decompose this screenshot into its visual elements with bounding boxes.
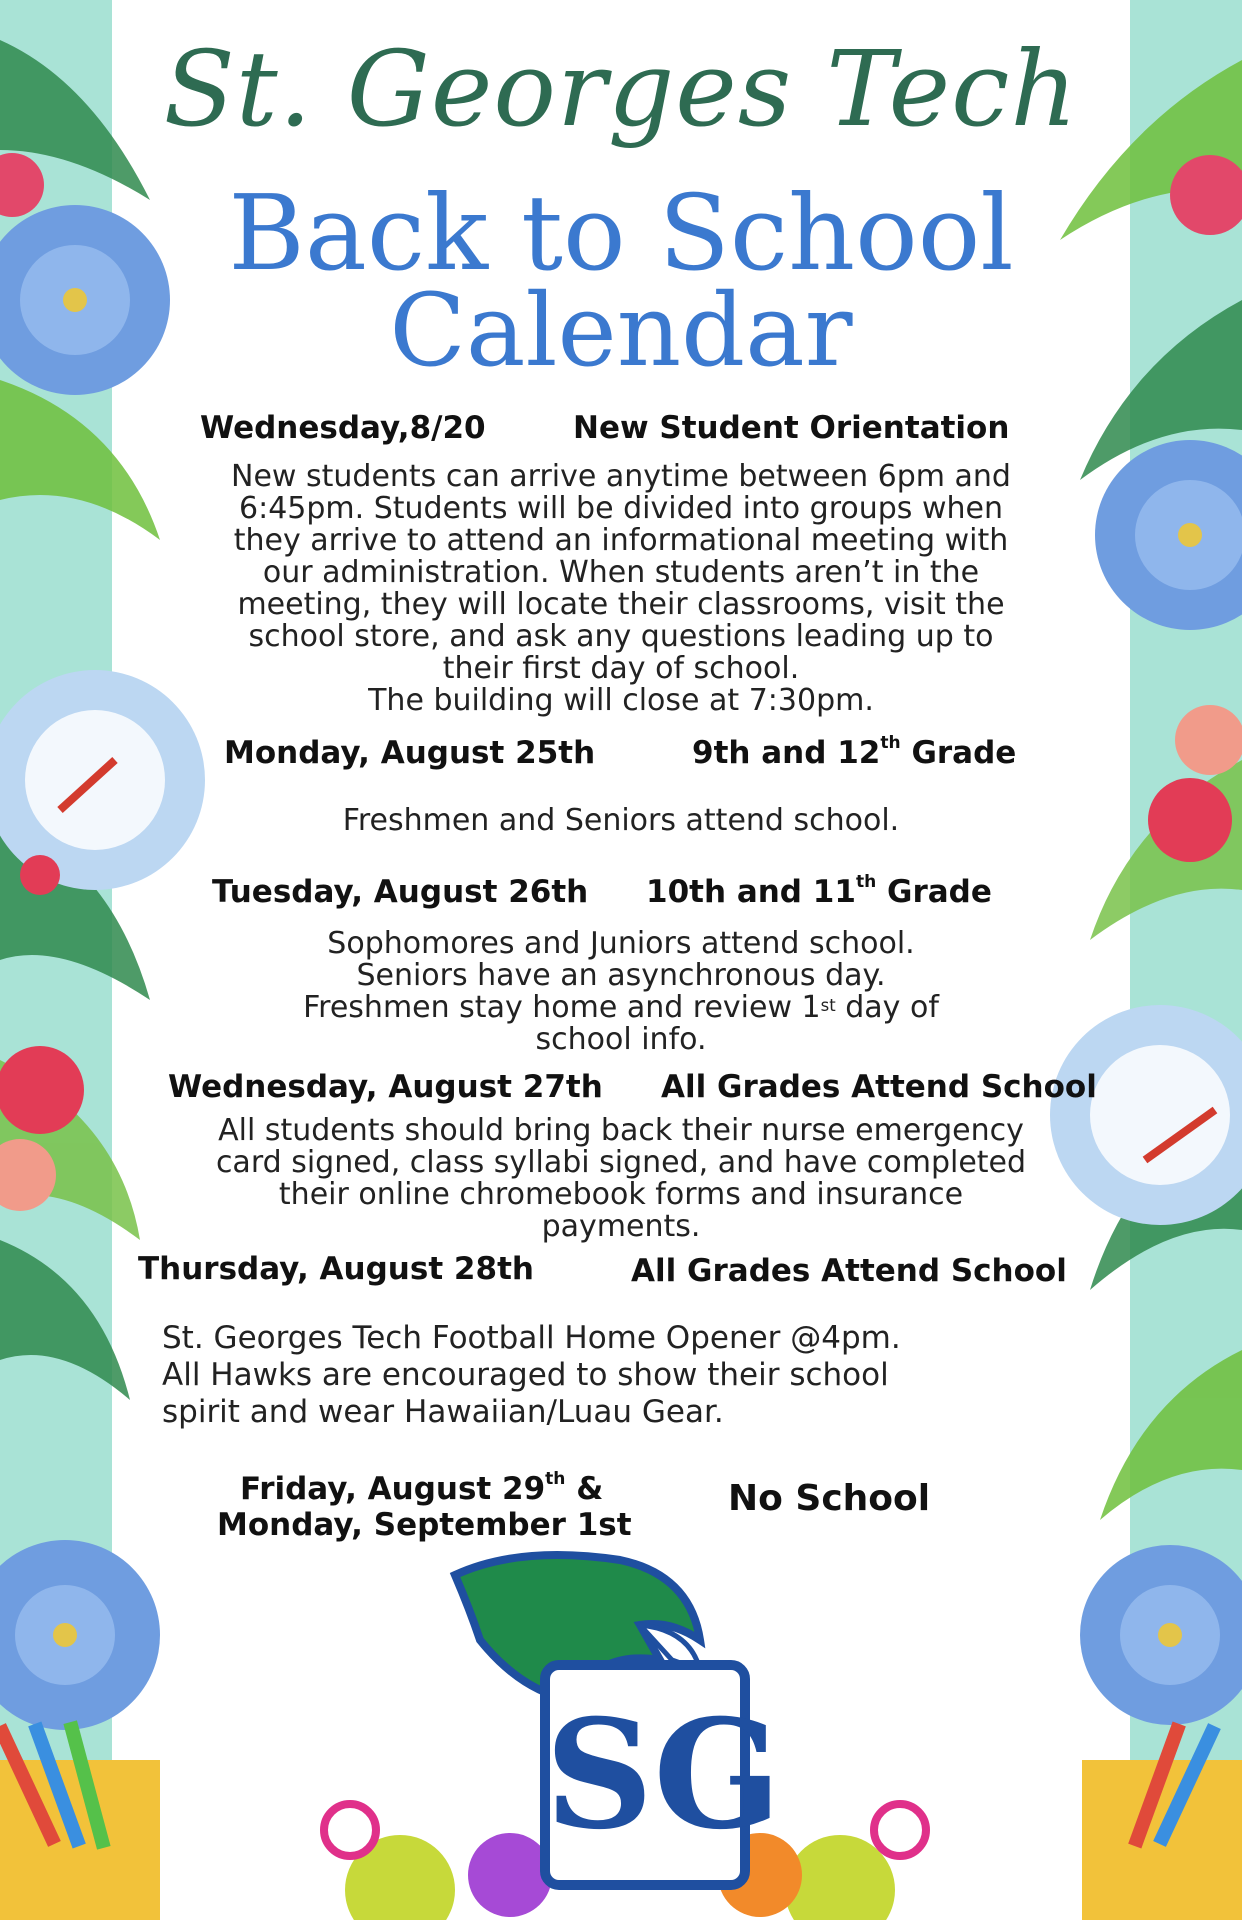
tuesday-date: Tuesday, August 26th [212, 874, 589, 910]
tuesday-line3-text: Freshmen stay home and review 1 [303, 990, 821, 1025]
orientation-line: they arrive to attend an informational meeting with [233, 523, 1009, 558]
orientation-name: New Student Orientation [573, 410, 1010, 446]
thursday-description [162, 1320, 1042, 1431]
logo-monogram: SG [545, 1687, 782, 1863]
monday-grades-suffix: Grade [900, 735, 1017, 771]
orientation-description [140, 461, 1102, 717]
orientation-date: Wednesday,8/20 [200, 410, 486, 446]
wednesday-description [130, 1115, 1112, 1243]
tuesday-line3-suffix: day of [835, 990, 939, 1025]
wednesday-name: All Grades Attend School [661, 1069, 1097, 1105]
monday-date: Monday, August 25th [224, 735, 596, 771]
friday-date-suffix: & [565, 1471, 604, 1507]
friday-date-sup: th [545, 1469, 566, 1489]
wednesday-line: card signed, class syllabi signed, and have completed [215, 1145, 1027, 1180]
friday-name: No School [728, 1478, 931, 1519]
thursday-name: All Grades Attend School [631, 1253, 1067, 1289]
school-name-title: St. Georges Tech [163, 28, 1079, 150]
thursday-line: All Hawks are encouraged to show their school [162, 1357, 889, 1393]
wednesday-date: Wednesday, August 27th [168, 1069, 603, 1105]
calendar-title-line2: Calendar [389, 272, 853, 389]
orientation-line: our administration. When students aren’t in the [262, 555, 980, 590]
tuesday-grades-text: 10th and 11 [646, 874, 856, 910]
wednesday-line: their online chromebook forms and insurance [278, 1177, 964, 1212]
tuesday-grades [646, 874, 992, 910]
friday-date-line2: Monday, September 1st [217, 1507, 632, 1543]
friday-date-text: Friday, August 29 [240, 1471, 546, 1507]
orientation-line: New students can arrive anytime between 6pm and [231, 459, 1011, 494]
orientation-line: 6:45pm. Students will be divided into groups when [239, 491, 1003, 526]
tuesday-line: Sophomores and Juniors attend school. [327, 926, 915, 961]
tuesday-line: Seniors have an asynchronous day. [356, 958, 886, 993]
tuesday-line3-sup: st [820, 996, 836, 1015]
orientation-line: meeting, they will locate their classrooms, visit the [237, 587, 1005, 622]
orientation-line: The building will close at 7:30pm. [368, 683, 874, 718]
orientation-line: their first day of school. [442, 651, 800, 686]
friday-date-line1 [240, 1471, 603, 1507]
monday-grades-text: 9th and 12 [692, 735, 881, 771]
thursday-line: spirit and wear Hawaiian/Luau Gear. [162, 1394, 724, 1430]
thursday-date: Thursday, August 28th [138, 1251, 534, 1287]
calendar-title-line1: Back to School [228, 172, 1014, 294]
tuesday-description [140, 928, 1102, 1056]
tuesday-line [140, 992, 1102, 1024]
monday-grades [692, 735, 1016, 771]
monday-description: Freshmen and Seniors attend school. [342, 803, 900, 838]
orientation-line: school store, and ask any questions leading up to [248, 619, 994, 654]
tuesday-grades-sup: th [855, 872, 877, 892]
tuesday-grades-suffix: Grade [876, 874, 992, 910]
tuesday-line: school info. [535, 1022, 707, 1057]
wednesday-line: All students should bring back their nurse emergency [218, 1113, 1024, 1148]
monday-grades-sup: th [880, 733, 901, 753]
wednesday-line: payments. [541, 1209, 701, 1244]
thursday-line: St. Georges Tech Football Home Opener @4pm. [162, 1320, 901, 1356]
